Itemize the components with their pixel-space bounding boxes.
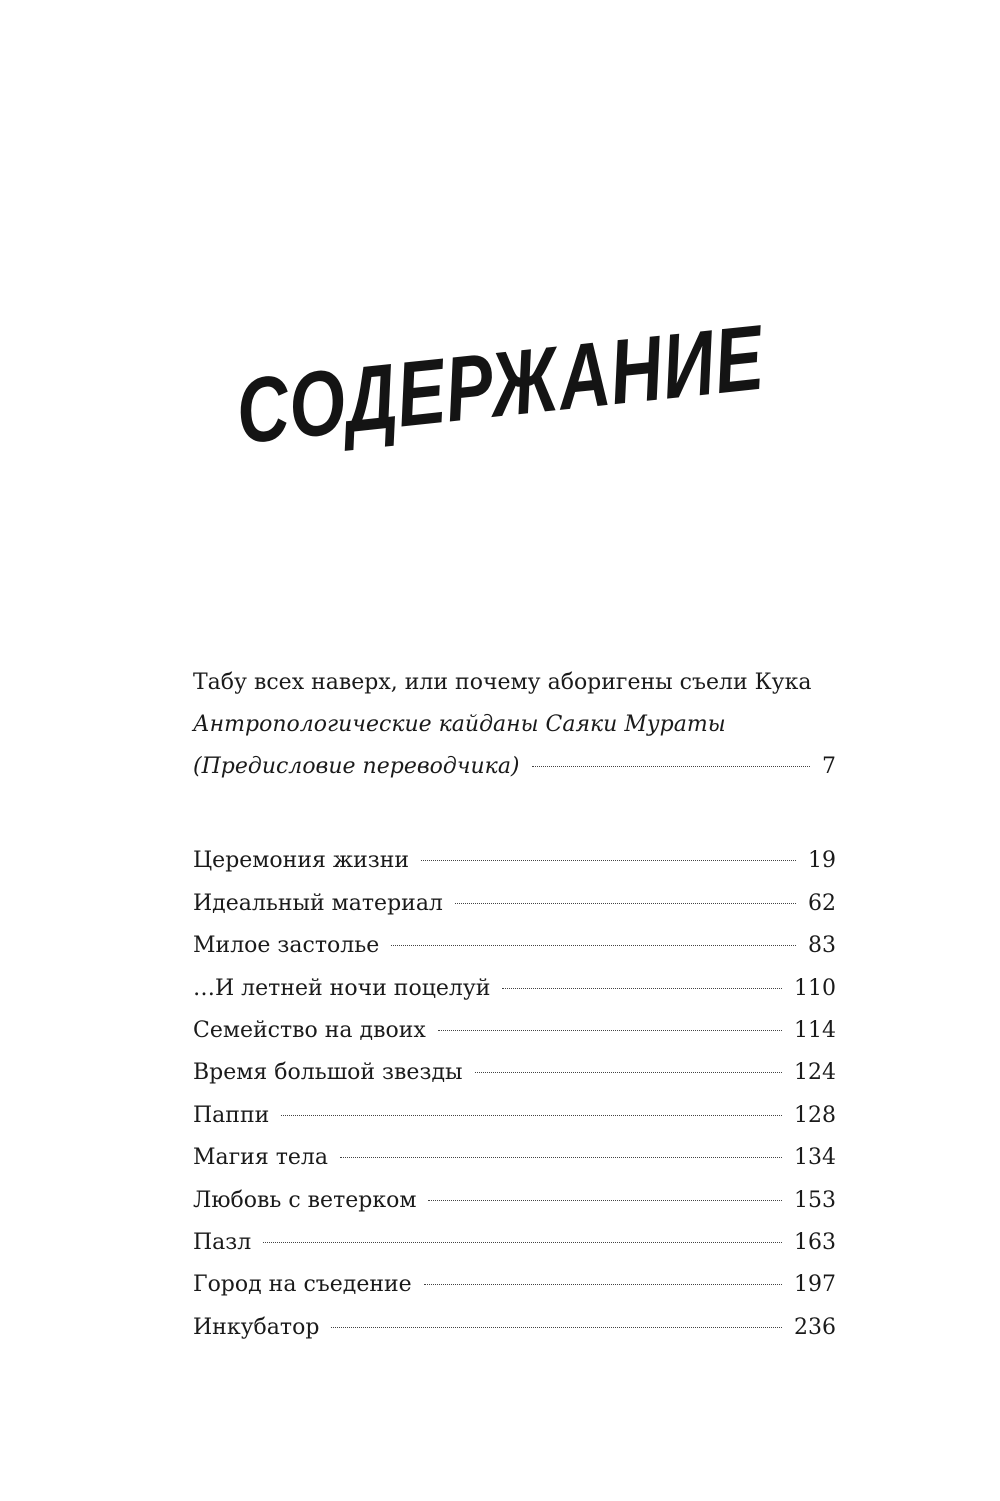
title-container: [0, 300, 1000, 470]
page-number: 163: [794, 1229, 836, 1255]
page-number: 236: [794, 1314, 836, 1340]
entry-title: Пазл: [193, 1229, 252, 1255]
page-number: 110: [794, 975, 836, 1001]
toc-entry: [193, 925, 836, 967]
page-number: 153: [794, 1187, 836, 1213]
toc-entry: [193, 1095, 836, 1137]
entry-title: Семейство на двоих: [193, 1017, 426, 1043]
entry-title: Магия тела: [193, 1145, 328, 1171]
preface-title: Табу всех наверх, или почему аборигены съели Кука: [193, 670, 812, 695]
dot-leader: [340, 1157, 782, 1158]
dot-leader: [532, 766, 810, 767]
entry-title: Паппи: [193, 1102, 270, 1128]
entry-title: Идеальный материал: [193, 890, 443, 916]
dot-leader: [455, 903, 796, 904]
page-number: 7: [822, 754, 836, 779]
section-gap: [193, 788, 836, 840]
entry-title: Время большой звезды: [193, 1060, 463, 1086]
dot-leader: [331, 1327, 782, 1328]
dot-leader: [438, 1030, 782, 1031]
dot-leader: [263, 1242, 782, 1243]
toc-entry: [193, 968, 836, 1010]
page-number: 128: [794, 1102, 836, 1128]
table-of-contents: [193, 662, 836, 1349]
toc-entry: [193, 840, 836, 882]
entry-title: Церемония жизни: [193, 848, 410, 874]
preface-entry: [193, 746, 836, 788]
dot-leader: [502, 988, 782, 989]
dot-leader: [475, 1072, 782, 1073]
toc-entry: [193, 1180, 836, 1222]
entry-title: Милое застолье: [193, 933, 380, 959]
page-title: СОДЕРЖАНИЕ: [231, 306, 769, 463]
entry-title: Любовь с ветерком: [193, 1187, 417, 1213]
entry-title: Инкубатор: [193, 1314, 320, 1340]
page-number: 197: [794, 1272, 836, 1298]
dot-leader: [281, 1115, 782, 1116]
dot-leader: [421, 860, 796, 861]
page-number: 83: [808, 933, 836, 959]
toc-entry: [193, 1137, 836, 1179]
toc-entry: [193, 1307, 836, 1349]
toc-entry: [193, 1052, 836, 1094]
dot-leader: [424, 1284, 782, 1285]
toc-entry: [193, 1010, 836, 1052]
toc-entry: [193, 883, 836, 925]
preface-note: (Предисловие переводчика): [193, 754, 520, 779]
toc-entries: [193, 840, 836, 1349]
preface-subtitle: Антропологические кайданы Саяки Мураты: [193, 712, 726, 737]
entry-title: Город на съедение: [193, 1272, 412, 1298]
dot-leader: [391, 945, 796, 946]
page-number: 114: [794, 1017, 836, 1043]
dot-leader: [428, 1200, 782, 1201]
page-number: 124: [794, 1060, 836, 1086]
entry-title: …И летней ночи поцелуй: [193, 975, 491, 1001]
page-number: 134: [794, 1145, 836, 1171]
page-number: 19: [808, 848, 836, 874]
toc-entry: [193, 1222, 836, 1264]
toc-entry: [193, 1264, 836, 1306]
page-number: 62: [808, 890, 836, 916]
